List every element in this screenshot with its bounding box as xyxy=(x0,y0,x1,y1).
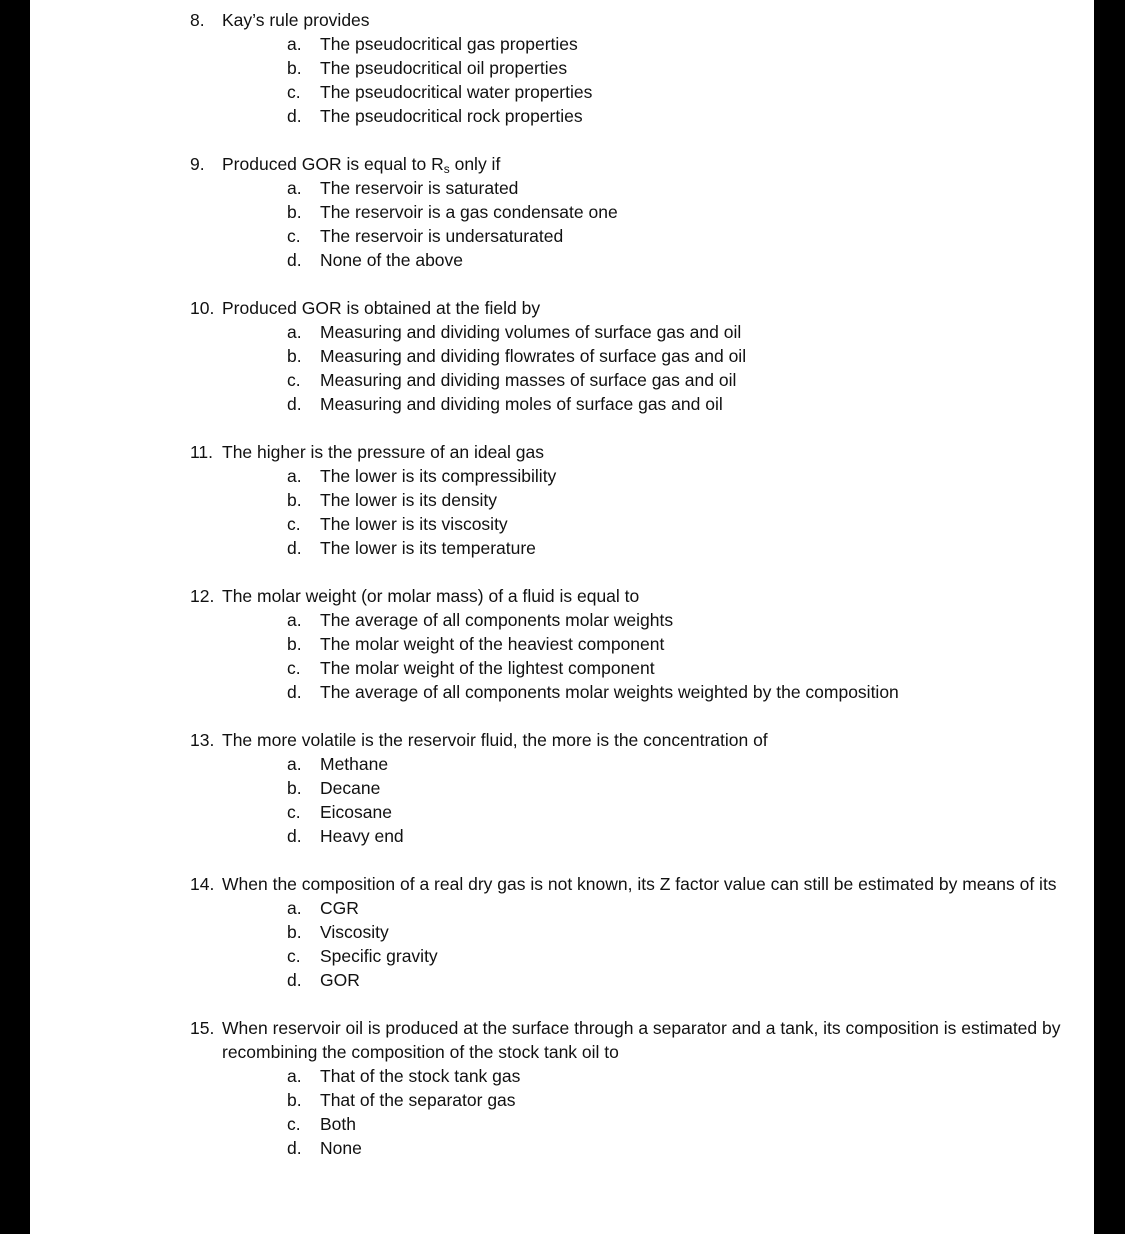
option-text: Measuring and dividing moles of surface gas and oil xyxy=(320,394,723,415)
option-text: CGR xyxy=(320,897,359,918)
option-text: Both xyxy=(320,1114,356,1135)
option-text: The pseudocritical gas properties xyxy=(320,34,578,55)
option-label: b. xyxy=(287,922,302,942)
option-label: b. xyxy=(287,634,302,655)
question-number: 15. xyxy=(190,1017,215,1038)
option-text: The molar weight of the lightest component xyxy=(320,658,655,679)
option-list xyxy=(222,1064,1070,1160)
question-10 xyxy=(190,296,1070,416)
option-text: None of the above xyxy=(320,250,464,271)
option-a xyxy=(287,320,1070,344)
option-text: The reservoir is a gas condensate one xyxy=(320,202,618,223)
option-label: c. xyxy=(287,226,301,247)
option-label: d. xyxy=(287,682,302,703)
question-list xyxy=(190,8,1070,1184)
option-d xyxy=(287,536,1070,560)
option-label: b. xyxy=(287,202,302,223)
question-text: Kay’s rule provides xyxy=(222,10,370,30)
option-c xyxy=(287,80,1070,104)
option-label: d. xyxy=(287,1138,302,1159)
option-list xyxy=(222,464,1070,560)
option-text: The pseudocritical oil properties xyxy=(320,58,568,79)
option-text: The reservoir is saturated xyxy=(320,178,519,199)
option-d xyxy=(287,104,1070,128)
question-number: 14. xyxy=(190,873,215,894)
option-text: The average of all components molar weights weighted by the composition xyxy=(320,682,899,703)
option-b xyxy=(287,632,1070,656)
option-a xyxy=(287,176,1070,200)
option-d xyxy=(287,968,1070,992)
option-label: d. xyxy=(287,394,302,415)
option-list xyxy=(222,896,1070,992)
subscript-s: s xyxy=(443,161,450,176)
option-d xyxy=(287,680,1070,704)
option-d xyxy=(287,1136,1070,1160)
question-text: When reservoir oil is produced at the surface through a separator and a tank, its composition is estimated by recombining the composition of the stock tank oil to xyxy=(222,1017,1061,1062)
option-b xyxy=(287,200,1070,224)
question-number: 11. xyxy=(190,441,214,462)
option-label: b. xyxy=(287,346,302,367)
option-b xyxy=(287,488,1070,512)
option-text: Viscosity xyxy=(320,922,389,942)
question-text: The higher is the pressure of an ideal gas xyxy=(222,441,544,462)
option-text: Methane xyxy=(320,753,389,774)
option-text: Eicosane xyxy=(320,802,392,823)
option-c xyxy=(287,1112,1070,1136)
option-text: The lower is its temperature xyxy=(320,538,536,559)
question-number: 9. xyxy=(190,153,205,174)
option-a xyxy=(287,1064,1070,1088)
option-c xyxy=(287,224,1070,248)
option-label: c. xyxy=(287,946,301,967)
option-text: Measuring and dividing volumes of surface gas and oil xyxy=(320,322,742,343)
option-label: a. xyxy=(287,1065,302,1086)
question-12 xyxy=(190,584,1070,704)
question-9 xyxy=(190,152,1070,272)
option-list xyxy=(222,176,1070,272)
option-list xyxy=(222,608,1070,704)
option-text: Measuring and dividing flowrates of surface gas and oil xyxy=(320,346,747,367)
option-label: a. xyxy=(287,466,302,486)
option-list xyxy=(222,752,1070,848)
question-text-before: Produced GOR is equal to R xyxy=(222,153,444,174)
question-11 xyxy=(190,440,1070,560)
question-number: 13. xyxy=(190,729,215,750)
option-label: a. xyxy=(287,322,302,343)
option-a xyxy=(287,464,1070,488)
option-text: The lower is its compressibility xyxy=(320,466,557,486)
option-list xyxy=(222,32,1070,128)
option-label: a. xyxy=(287,897,302,918)
option-c xyxy=(287,656,1070,680)
option-label: b. xyxy=(287,1090,302,1111)
option-text: Specific gravity xyxy=(320,946,438,967)
option-label: d. xyxy=(287,106,302,127)
option-c xyxy=(287,944,1070,968)
option-a xyxy=(287,32,1070,56)
option-c xyxy=(287,512,1070,536)
option-text: That of the stock tank gas xyxy=(320,1065,521,1086)
option-label: b. xyxy=(287,58,302,79)
option-text: The reservoir is undersaturated xyxy=(320,226,564,247)
option-b xyxy=(287,56,1070,80)
option-c xyxy=(287,800,1070,824)
option-d xyxy=(287,824,1070,848)
option-text: The pseudocritical rock properties xyxy=(320,106,583,127)
question-text: The molar weight (or molar mass) of a fluid is equal to xyxy=(222,585,640,606)
option-label: c. xyxy=(287,1114,301,1135)
option-text: Heavy end xyxy=(320,826,404,847)
option-label: d. xyxy=(287,826,302,847)
option-text: The lower is its viscosity xyxy=(320,514,508,535)
option-label: a. xyxy=(287,609,302,630)
question-8 xyxy=(190,8,1070,128)
option-label: c. xyxy=(287,370,301,391)
option-text: That of the separator gas xyxy=(320,1090,516,1111)
option-text: The average of all components molar weights xyxy=(320,609,674,630)
option-text: GOR xyxy=(320,970,360,991)
question-number: 8. xyxy=(190,10,205,30)
option-label: b. xyxy=(287,778,302,799)
question-15 xyxy=(190,1016,1070,1161)
option-list xyxy=(222,320,1070,416)
option-label: a. xyxy=(287,753,302,774)
option-label: a. xyxy=(287,178,302,199)
option-text: None xyxy=(320,1138,362,1159)
question-text: When the composition of a real dry gas is not known, its Z factor value can still be estimated by means of its xyxy=(222,873,1057,894)
question-text: The more volatile is the reservoir fluid, the more is the concentration of xyxy=(222,729,768,750)
option-a xyxy=(287,608,1070,632)
option-label: c. xyxy=(287,658,301,679)
option-text: Decane xyxy=(320,778,381,799)
document-page xyxy=(30,0,1094,1234)
question-13 xyxy=(190,728,1070,848)
option-c xyxy=(287,368,1070,392)
option-label: d. xyxy=(287,538,302,559)
option-label: c. xyxy=(287,82,301,103)
option-label: d. xyxy=(287,250,302,271)
option-b xyxy=(287,776,1070,800)
option-label: c. xyxy=(287,802,301,823)
option-label: d. xyxy=(287,970,302,991)
option-d xyxy=(287,392,1070,416)
option-text: The molar weight of the heaviest component xyxy=(320,634,665,655)
option-a xyxy=(287,752,1070,776)
question-14 xyxy=(190,872,1070,992)
question-number: 10. xyxy=(190,297,215,318)
option-label: a. xyxy=(287,34,302,55)
option-text: Measuring and dividing masses of surface gas and oil xyxy=(320,370,737,391)
option-a xyxy=(287,896,1070,920)
question-text-after: only if xyxy=(449,153,501,174)
question-text xyxy=(222,152,1070,176)
option-label: b. xyxy=(287,490,302,511)
option-b xyxy=(287,920,1070,944)
option-d xyxy=(287,248,1070,272)
option-b xyxy=(287,344,1070,368)
option-text: The pseudocritical water properties xyxy=(320,82,593,103)
question-text: Produced GOR is obtained at the field by xyxy=(222,297,541,318)
question-number: 12. xyxy=(190,585,215,606)
option-b xyxy=(287,1088,1070,1112)
option-label: c. xyxy=(287,514,301,535)
option-text: The lower is its density xyxy=(320,490,498,511)
